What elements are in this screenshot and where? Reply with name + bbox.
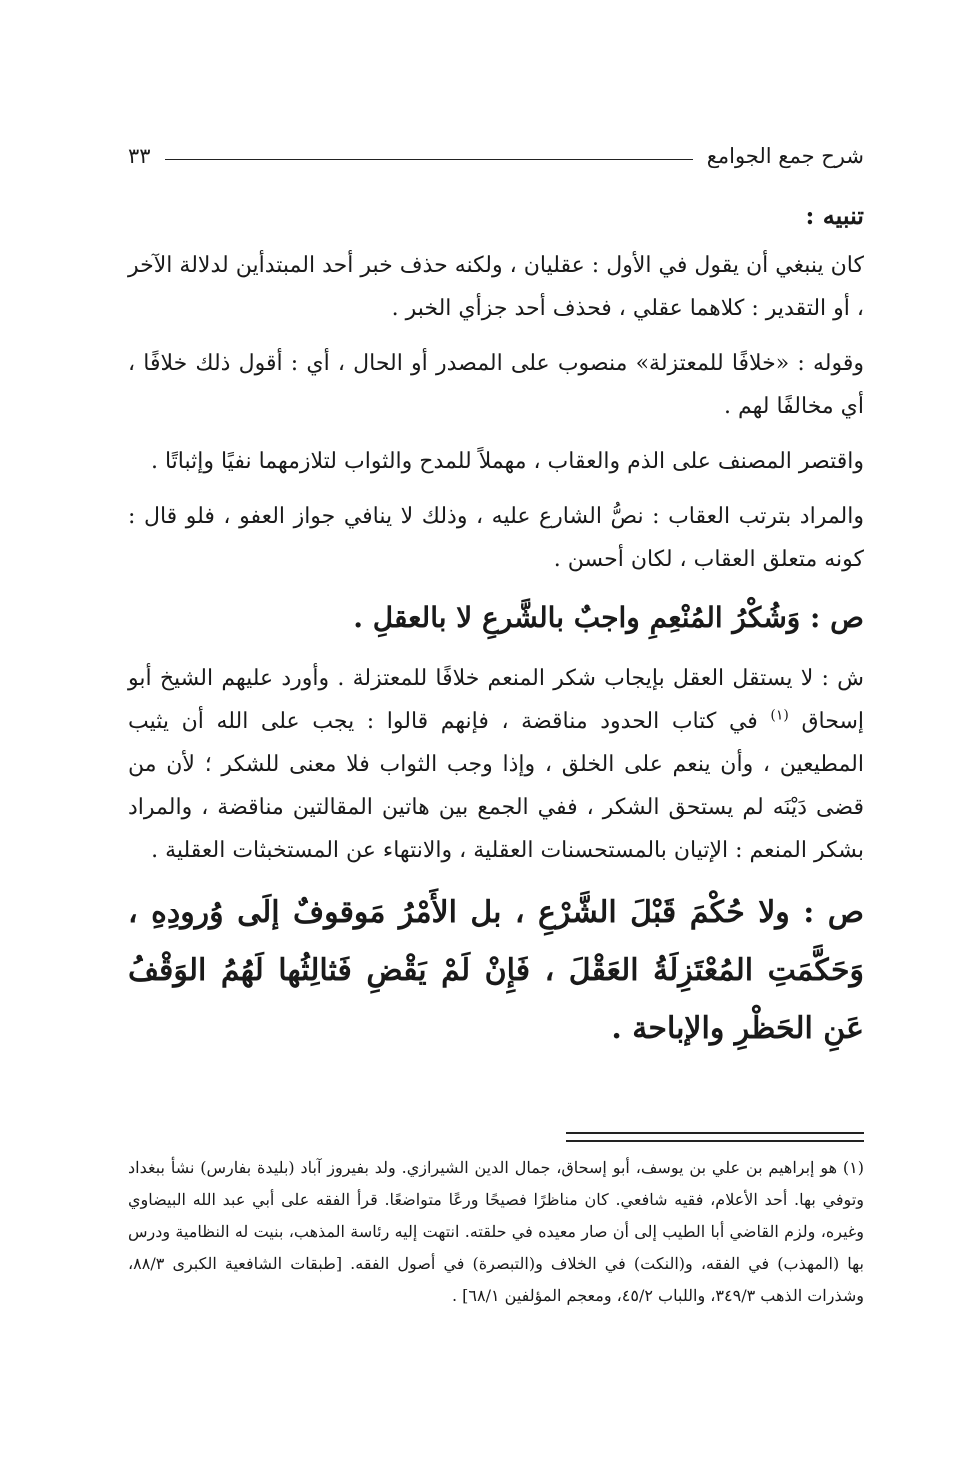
book-page: [128, 0, 864, 1477]
page-number: ٣٣: [128, 144, 151, 168]
sharh-start: ش : لا يستقل العقل بإيجاب شكر المنعم خلافًا للمعتزلة . وأورد عليهم الشيخ أبو إسحاق: [128, 666, 864, 734]
tanbih-heading: تنبيه :: [805, 201, 864, 230]
paragraph-4: والمراد بترتب العقاب : نصُّ الشارع عليه ، وذلك لا ينافي جواز العفو ، فلو قال : كونه متعلق العقاب ، لكان أحسن .: [128, 504, 864, 572]
sharh-rest: في كتاب الحدود مناقضة ، فإنهم قالوا : يجب على الله أن يثيب المطيعين ، وأن ينعم على الخلق ، وإذا وجب الثواب فلا معنى للشكر ؛ لأن من قضى دَيْنَه لم يستحق الشكر ، ففي الجمع بين هاتين المقالتين مناقضة ، والمراد بشكر المنعم : الإتيان بالمستحسنات العقلية ، والانتهاء عن المستخبثات العقلية .: [128, 709, 864, 863]
matn-text-2: ص : ولا حُكْمَ قَبْلَ الشَّرْعِ ، بل الأَمْرُ مَوقوفٌ إلَى وُرودِهِ ، وَحَكَّمَتِ المُعْتَزِلَةُ العَقْلَ ، فَإِنْ لَمْ يَقْضِ فَثالِثُها لَهُمُ الوَقْفُ عَنِ الحَظْرِ والإباحة .: [128, 895, 864, 1046]
header-rule: [165, 159, 693, 160]
paragraph-1: كان ينبغي أن يقول في الأول : عقليان ، ولكنه حذف خبر أحد المبتدأين لدلالة الآخر ، أو التقدير : كلاهما عقلي ، فحذف أحد جزأي الخبر .: [128, 253, 864, 321]
main-text: [128, 198, 864, 1058]
matn-text-1: ص : وَشُكْرُ المُنْعِمِ واجبٌ بالشَّرعِ لا بالعقلِ .: [353, 601, 864, 634]
sharh-paragraph: [128, 657, 864, 872]
footnote-separator: [566, 1132, 864, 1142]
paragraph-2: وقوله : «خلافًا للمعتزلة» منصوب على المصدر أو الحال ، أي : أقول ذلك خلافًا ، أي مخالفًا لهم .: [128, 351, 864, 419]
paragraph-3: واقتصر المصنف على الذم والعقاب ، مهملاً للمدح والثواب لتلازمهما نفيًا وإثباتًا .: [150, 449, 864, 474]
footnotes: [128, 1152, 864, 1312]
book-title: شرح جمع الجوامع: [706, 144, 864, 168]
footnote-1: (١) هو إبراهيم بن علي بن يوسف، أبو إسحاق، جمال الدين الشيرازي. ولد بفيروز آباد (بليدة بفارس) نشأ ببغداد وتوفي بها. أحد الأعلام، فقيه شافعي. كان مناظرًا فصيحًا ورعًا متواضعًا. قرأ الفقه على أبي عبد الله البيضاوي وغيره، ولزم القاضي أبا الطيب إلى أن صار معيده في حلقته. انتهت إليه رئاسة المذهب، بنيت له النظامية ودرس بها (المهذب) في الفقه، و(النكت) في الخلاف و(التبصرة) في أصول الفقه. [طبقات الشافعية الكبرى ٨٨/٣، وشذرات الذهب ٣٤٩/٣، واللباب ٤٥/٢، ومعجم المؤلفين ٦٨/١] .: [128, 1158, 864, 1305]
footnote-reference[interactable]: (١): [770, 707, 789, 724]
running-header: [128, 138, 864, 174]
